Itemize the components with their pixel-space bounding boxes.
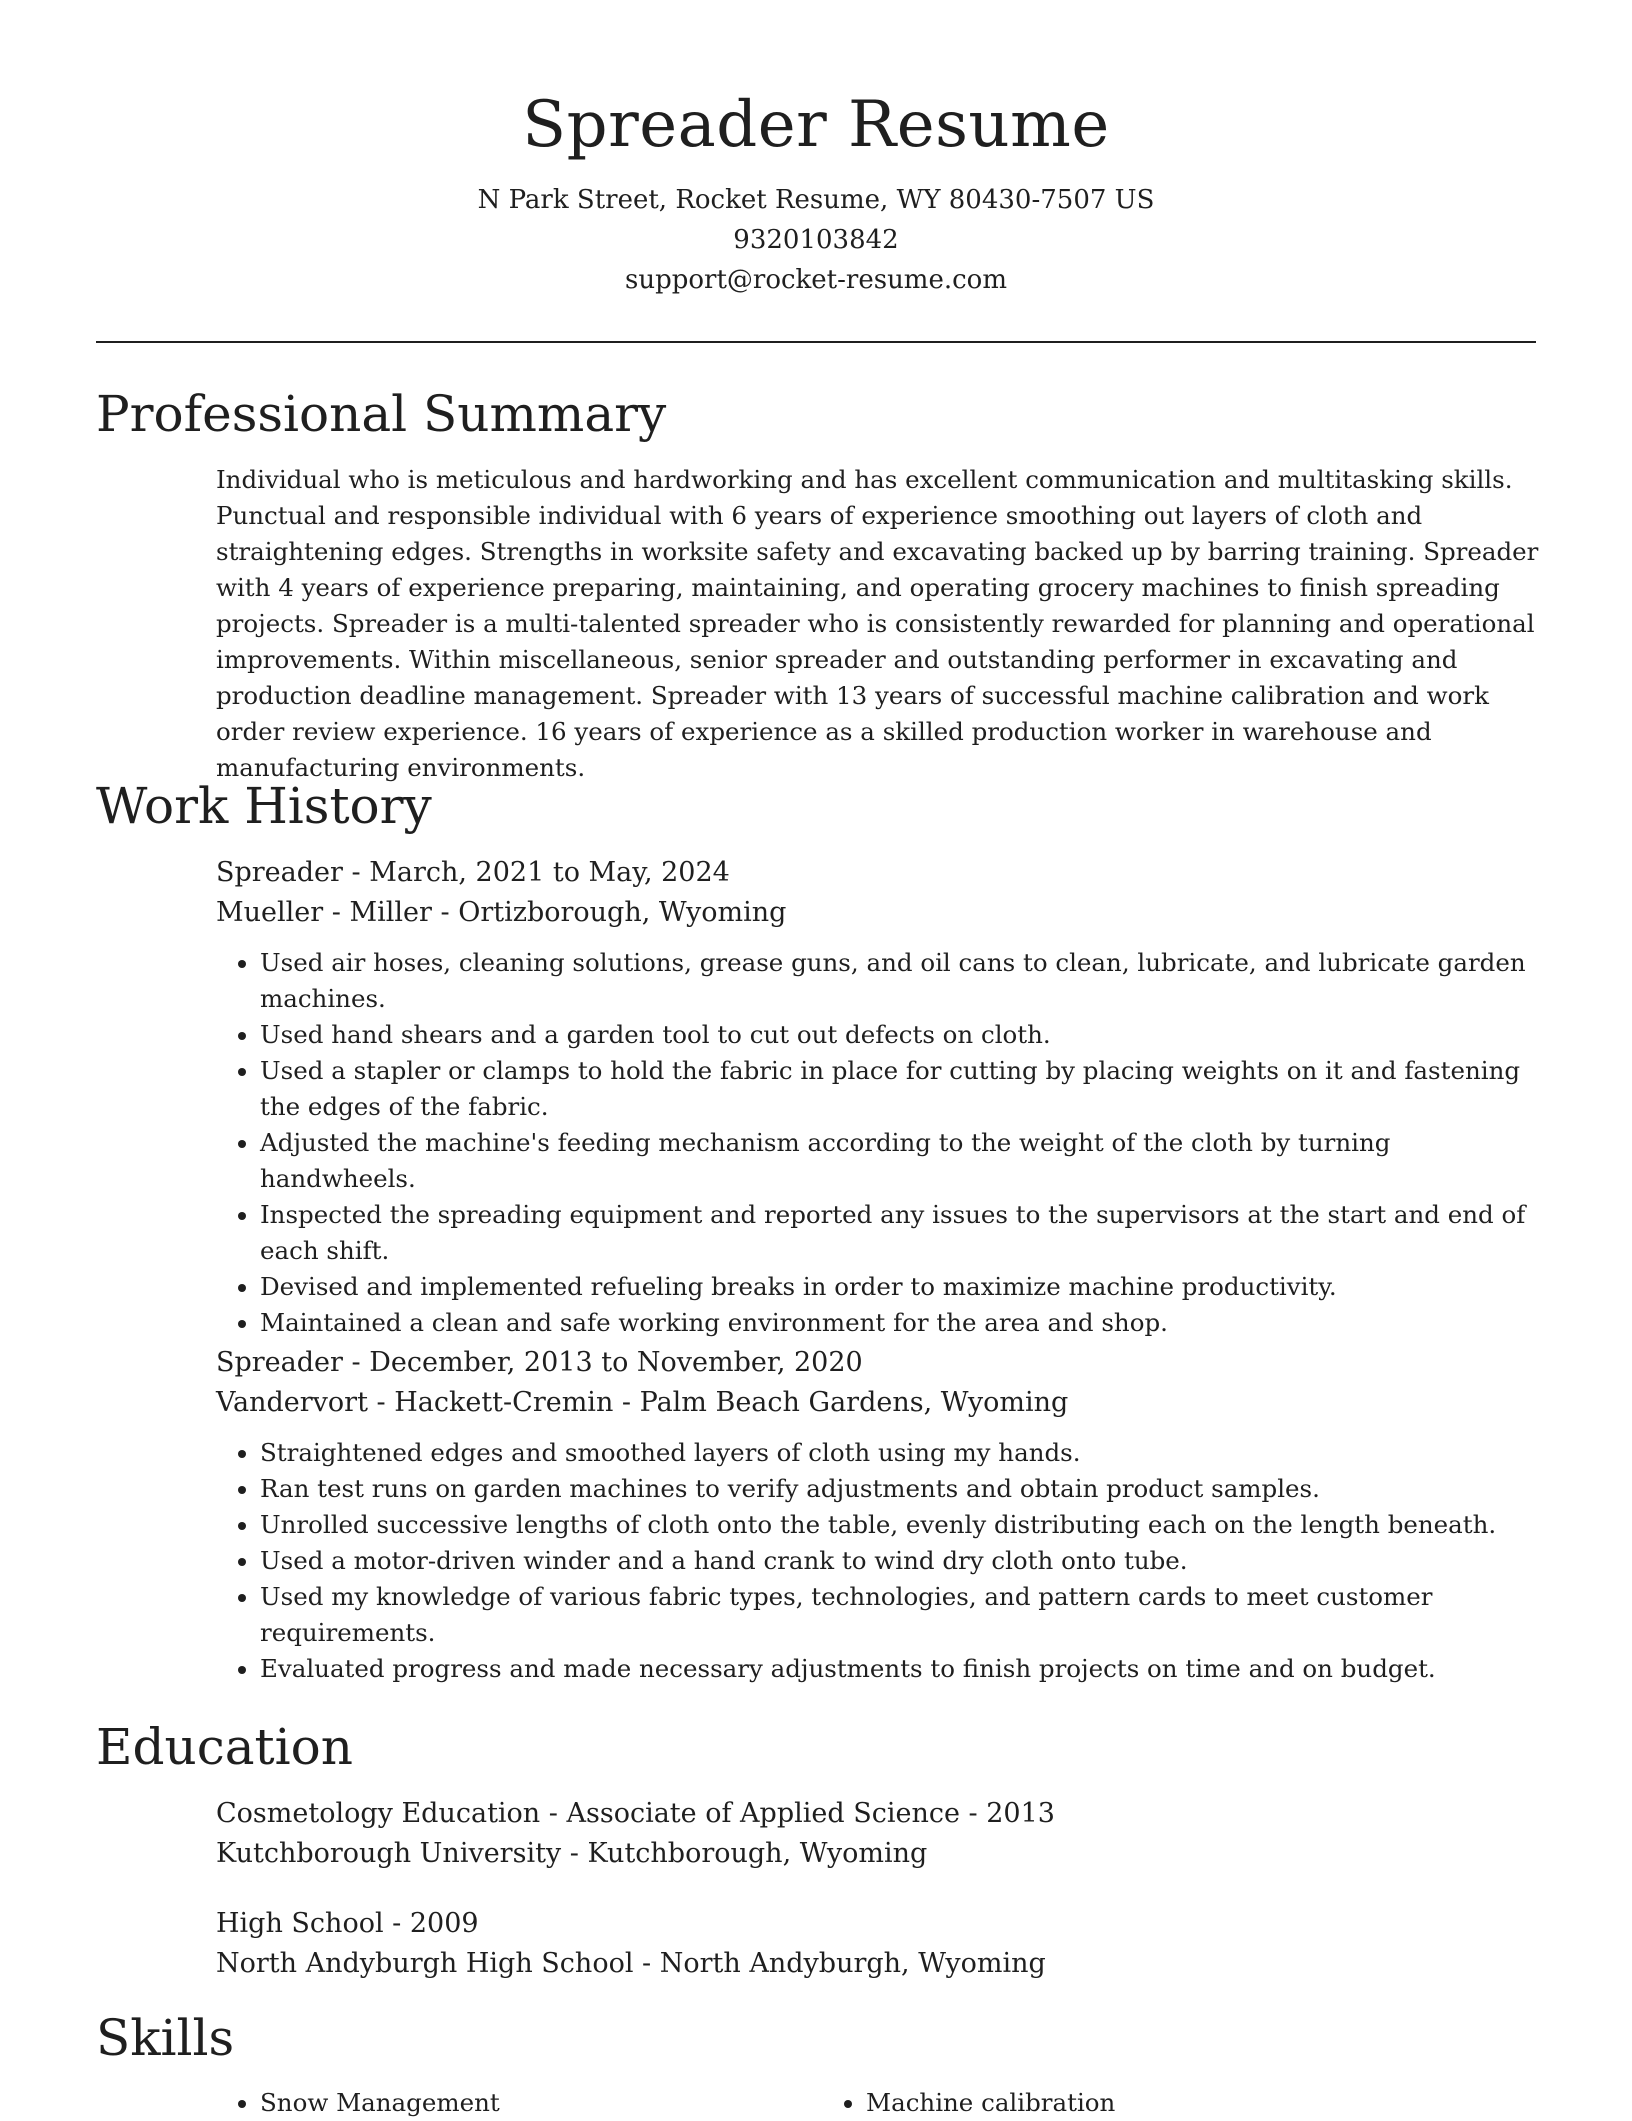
skill-item: • Snow Management: [260, 2085, 822, 2121]
job-bullet: • Inspected the spreading equipment and reported any issues to the supervisors at the start and end of each shift.: [260, 1197, 1536, 1269]
education-school: North Andyburgh High School: [216, 1948, 634, 1979]
education-year: - 2009: [383, 1908, 479, 1939]
skills-column: [822, 2085, 1428, 2121]
header-divider: [96, 341, 1536, 343]
job-entry: [216, 853, 1536, 1341]
education-school-line: [216, 1944, 1536, 1984]
education-school: Kutchborough University: [216, 1838, 562, 1869]
job-bullet: • Adjusted the machine's feeding mechanism according to the weight of the cloth by turning handwheels.: [260, 1125, 1536, 1197]
job-title-line: [216, 853, 1536, 893]
education-location: - Kutchborough, Wyoming: [561, 1838, 928, 1869]
job-bullet: • Ran test runs on garden machines to verify adjustments and obtain product samples.: [260, 1471, 1536, 1507]
skills-list: [216, 2085, 1536, 2121]
job-bullet: • Used my knowledge of various fabric types, technologies, and pattern cards to meet customer requirements.: [260, 1579, 1536, 1651]
job-company-line: [216, 893, 1536, 933]
job-bullet: • Straightened edges and smoothed layers of cloth using my hands.: [260, 1435, 1536, 1471]
education-degree: High School: [216, 1908, 384, 1939]
job-company: Vandervort - Hackett-Cremin: [216, 1387, 614, 1418]
job-bullet: • Maintained a clean and safe working environment for the area and shop.: [260, 1305, 1536, 1341]
job-bullets: [216, 1435, 1536, 1687]
job-bullet: • Used hand shears and a garden tool to cut out defects on cloth.: [260, 1017, 1536, 1053]
contact-phone: 9320103842: [733, 225, 899, 255]
job-bullet: • Devised and implemented refueling breaks in order to maximize machine productivity.: [260, 1269, 1536, 1305]
skills-column: [216, 2085, 822, 2121]
job-bullet: • Used a stapler or clamps to hold the fabric in place for cutting by placing weights on it and fastening the edges of the fabric.: [260, 1053, 1536, 1125]
job-location: - Palm Beach Gardens, Wyoming: [613, 1387, 1069, 1418]
education-degree-line: [216, 1794, 1536, 1834]
job-location: - Ortizborough, Wyoming: [431, 897, 787, 928]
summary-heading: Professional Summary: [96, 385, 667, 443]
skill-item: • Machine calibration: [866, 2085, 1428, 2121]
work-history-heading: Work History: [96, 777, 432, 835]
education-heading: Education: [96, 1718, 353, 1776]
resume-header: [0, 80, 1632, 300]
education-degree-line: [216, 1904, 1536, 1944]
job-entry: [216, 1343, 1536, 1687]
job-company: Mueller - Miller: [216, 897, 432, 928]
skills-heading: Skills: [96, 2009, 235, 2067]
education-entry: [216, 1904, 1536, 1984]
education-location: - North Andyburgh, Wyoming: [633, 1948, 1046, 1979]
job-role: Spreader: [216, 857, 343, 888]
job-bullet: • Used a motor-driven winder and a hand crank to wind dry cloth onto tube.: [260, 1543, 1536, 1579]
education-entry: [216, 1794, 1536, 1874]
job-dates: - March, 2021 to May, 2024: [342, 857, 730, 888]
job-bullets: [216, 945, 1536, 1341]
education-degree: Cosmetology Education - Associate of Applied Science: [216, 1798, 960, 1829]
job-bullet: • Evaluated progress and made necessary adjustments to finish projects on time and on budget.: [260, 1651, 1536, 1687]
resume-name: Spreader Resume: [522, 88, 1110, 162]
education-year: - 2013: [959, 1798, 1055, 1829]
contact-address: N Park Street, Rocket Resume, WY 80430-7507 US: [477, 185, 1155, 215]
job-title-line: [216, 1343, 1536, 1383]
job-bullet: • Used air hoses, cleaning solutions, grease guns, and oil cans to clean, lubricate, and lubricate garden machines.: [260, 945, 1536, 1017]
job-company-line: [216, 1383, 1536, 1423]
job-bullet: • Unrolled successive lengths of cloth onto the table, evenly distributing each on the length beneath.: [260, 1507, 1536, 1543]
contact-email: support@rocket-resume.com: [624, 265, 1007, 295]
job-role: Spreader: [216, 1347, 343, 1378]
summary-text: Individual who is meticulous and hardworking and has excellent communication and multitasking skills. Punctual and responsible individual with 6 years of experience smoothing out layers of cloth and straightening edges. Strengths in worksite safety and excavating backed up by barring training. Spreader with 4 years of experience preparing, maintaining, and operating grocery machines to finish spreading projects. Spreader is a multi-talented spreader who is consistently rewarded for planning and operational improvements. Within miscellaneous, senior spreader and outstanding performer in excavating and production deadline management. Spreader with 13 years of successful machine calibration and work order review experience. 16 years of experience as a skilled production worker in warehouse and manufacturing environments.: [216, 465, 1539, 782]
job-dates: - December, 2013 to November, 2020: [342, 1347, 863, 1378]
education-school-line: [216, 1834, 1536, 1874]
